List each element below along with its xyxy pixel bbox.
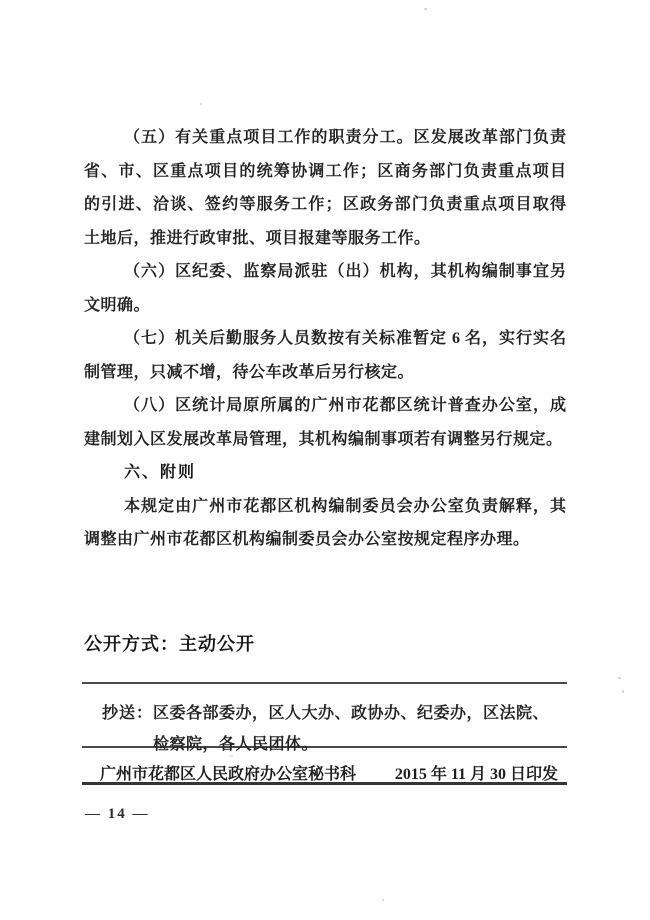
cc-recipients bbox=[153, 698, 568, 760]
scan-speck bbox=[622, 690, 624, 693]
scan-speck bbox=[229, 755, 233, 757]
body-text-line: 的引进、洽谈、签约等服务工作；区政务部门负责重点项目取得 bbox=[84, 196, 566, 213]
cc-recipients-line: 区委各部委办，区人大办、政协办、纪委办，区法院、 bbox=[153, 705, 550, 722]
body-text-line: （六）区纪委、监察局派驻（出）机构，其机构编制事宜另 bbox=[124, 263, 566, 280]
scan-speck bbox=[618, 677, 621, 679]
body-text-line: 调整由广州市花都区机构编制委员会办公室按规定程序办理。 bbox=[84, 531, 530, 548]
publicity-method-line bbox=[84, 630, 255, 656]
body-text-line: 土地后，推进行政审批、项目报建等服务工作。 bbox=[84, 229, 431, 247]
cc-recipients-line: 检察院，各人民团体。 bbox=[153, 736, 319, 753]
document-body bbox=[84, 121, 566, 557]
publicity-method-value: 主动公开 bbox=[179, 634, 255, 654]
cc-label: 抄送： bbox=[102, 705, 154, 722]
section-heading-line: 六、附则 bbox=[124, 464, 197, 481]
separator-line-top bbox=[82, 682, 567, 684]
body-text-line: 建制划入区发展改革局管理，其机构编制事项若有调整另行规定。 bbox=[84, 430, 563, 448]
scan-speck bbox=[424, 8, 427, 10]
body-text-line: （五）有关重点项目工作的职责分工。区发展改革部门负责 bbox=[124, 129, 566, 146]
scan-speck bbox=[382, 899, 384, 901]
body-text-line: 制管理，只减不增，待公车改革后另行核定。 bbox=[84, 363, 415, 381]
cc-block bbox=[102, 698, 568, 760]
scan-speck bbox=[200, 103, 202, 105]
body-text-line: 省、市、区重点项目的统筹协调工作；区商务部门负责重点项目 bbox=[84, 162, 566, 180]
page-number: — 14 — bbox=[85, 806, 150, 822]
issuer-row bbox=[100, 759, 558, 790]
body-text-line: （八）区统计局原所属的广州市花都区统计普查办公室，成 bbox=[124, 397, 566, 414]
body-text-line: 本规定由广州市花都区机构编制委员会办公室负责解释，其 bbox=[124, 497, 566, 515]
issuer-office: 广州市花都区人民政府办公室秘书科 bbox=[100, 766, 357, 783]
body-text-line: （七）机关后勤服务人员数按有关标准暂定 6 名，实行实名 bbox=[124, 330, 566, 347]
body-text-line: 文明确。 bbox=[84, 296, 151, 314]
publicity-method-label: 公开方式： bbox=[84, 634, 179, 654]
issue-date: 2015 年 11 月 30 日印发 bbox=[394, 766, 558, 783]
